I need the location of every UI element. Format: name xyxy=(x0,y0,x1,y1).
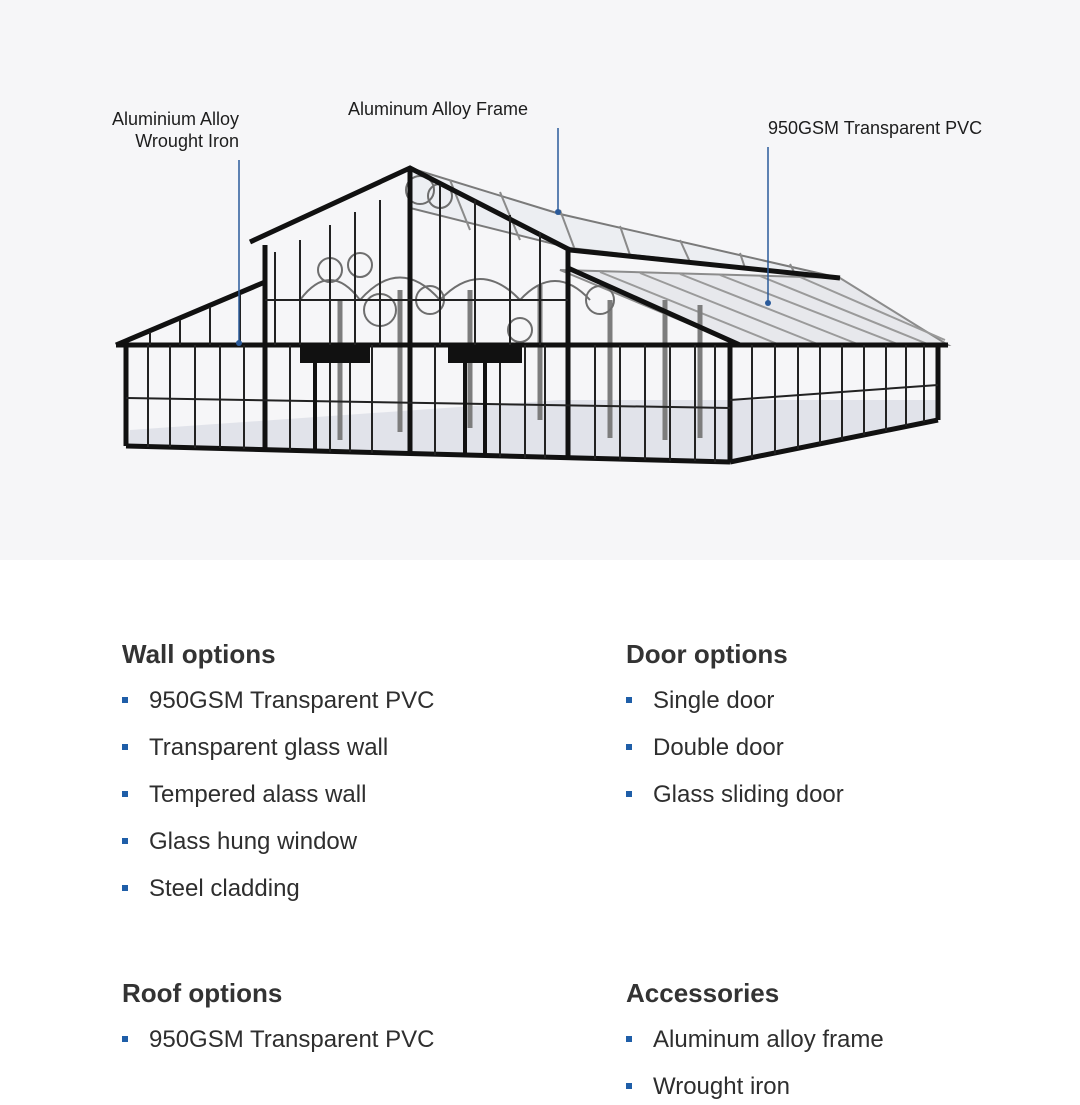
bullet-icon xyxy=(122,1036,128,1042)
bullet-icon xyxy=(122,744,128,750)
list-item: Aluminum alloy frame xyxy=(626,1025,884,1055)
list-item: 950GSM Transparent PVC xyxy=(122,1025,434,1055)
accessories-section xyxy=(626,978,884,1102)
floor-plane xyxy=(128,400,940,462)
callout-transparent-pvc: 950GSM Transparent PVC xyxy=(768,118,983,138)
accessories-list xyxy=(626,1025,884,1102)
roof-options-list xyxy=(122,1025,434,1055)
bullet-icon xyxy=(122,885,128,891)
list-item: Glass hung window xyxy=(122,827,434,857)
list-item: Double door xyxy=(626,733,844,763)
bullet-icon xyxy=(122,838,128,844)
list-item: Tempered alass wall xyxy=(122,780,434,810)
callout-left-line1: Aluminium Alloy xyxy=(111,109,239,129)
wall-options-section xyxy=(122,639,434,904)
door-options-section xyxy=(626,639,844,810)
wall-options-list xyxy=(122,686,434,904)
door-header-left xyxy=(300,345,370,363)
roof-options-title: Roof options xyxy=(122,978,283,1008)
bullet-icon xyxy=(626,1083,632,1089)
bullet-icon xyxy=(122,791,128,797)
list-item: Wrought iron xyxy=(626,1072,884,1102)
list-item: Steel cladding xyxy=(122,874,434,904)
door-options-title: Door options xyxy=(626,639,788,669)
roof-options-section xyxy=(122,978,434,1055)
bullet-icon xyxy=(626,791,632,797)
bullet-icon xyxy=(122,697,128,703)
list-item: Glass sliding door xyxy=(626,780,844,810)
wall-options-title: Wall options xyxy=(122,639,276,669)
list-item: Transparent glass wall xyxy=(122,733,434,763)
bullet-icon xyxy=(626,697,632,703)
bullet-icon xyxy=(626,1036,632,1042)
list-item: Single door xyxy=(626,686,844,716)
accessories-title: Accessories xyxy=(626,978,780,1008)
callout-left-line2: Wrought Iron xyxy=(135,131,239,151)
door-header-right xyxy=(448,345,522,363)
bullet-icon xyxy=(626,744,632,750)
callout-aluminum-frame: Aluminum Alloy Frame xyxy=(348,99,529,119)
callout-wrought-iron xyxy=(60,108,239,152)
door-options-list xyxy=(626,686,844,810)
list-item: 950GSM Transparent PVC xyxy=(122,686,434,716)
